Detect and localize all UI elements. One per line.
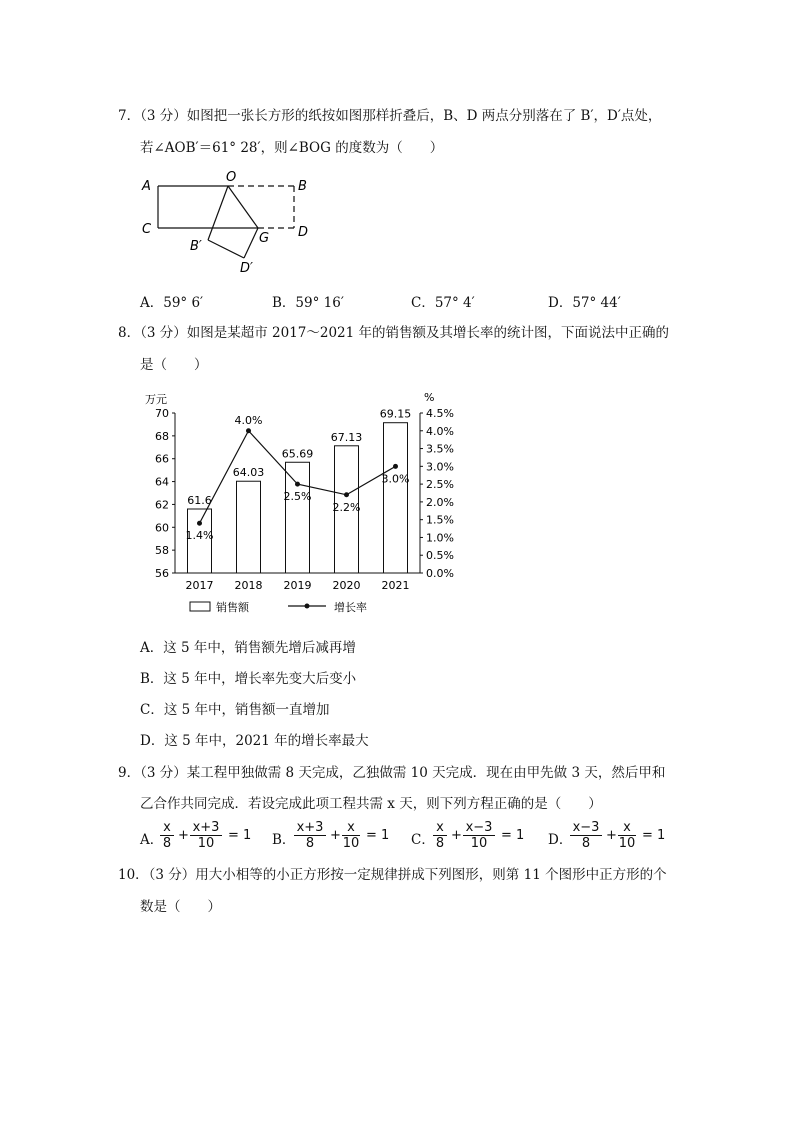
q8-text-line2: 是（ ） [140,357,208,373]
q9-d-den2: 10 [618,836,636,851]
growth-rate-point [197,521,202,526]
q9-a-frac2 [190,820,222,851]
q9-d-num2: x [623,820,631,835]
q9-c-num1: x [436,820,444,835]
q9-option-d-label: D． [548,832,573,848]
x-tick-label: 2018 [234,579,263,592]
q9-a-num2: x+3 [192,820,220,835]
q7-option-c[interactable]: C．57° 4′ [411,295,475,311]
bar [381,423,410,573]
x-tick-label: 2020 [332,579,361,592]
q7-text-line2: 若∠AOB′＝61° 28′，则∠BOG 的度数为（ ） [140,140,444,156]
legend-bar-label: 销售额 [216,601,249,614]
right-tick-label: 2.0% [426,495,454,509]
q9-text-line2: 乙合作共同完成．若设完成此项工程共需 x 天，则下列方程正确的是（ ） [140,796,602,812]
fig-label-D: D [298,225,309,240]
left-axis-unit: 万元 [145,393,167,406]
q9-c-frac2 [463,820,495,851]
right-tick-label: 1.5% [426,513,454,527]
right-tick-label: 2.5% [426,478,454,492]
bar [283,462,312,573]
right-tick-label: 4.0% [426,424,454,438]
growth-rate-point [344,492,349,497]
bar-value-label: 65.69 [281,447,314,461]
bar-value-label: 69.15 [379,407,412,421]
left-tick-label: 60 [155,521,169,535]
growth-rate-label: 1.4% [185,529,214,543]
growth-rate-label: 2.2% [332,500,361,514]
bar-value-label: 61.6 [187,494,212,507]
fig-label-O: O [226,170,237,185]
legend-line-label: 增长率 [334,601,367,614]
fig-label-G: G [259,231,270,246]
right-axis-unit: % [424,391,435,404]
q8-option-b[interactable]: B．这 5 年中，增长率先变大后变小 [140,671,357,687]
x-tick-label: 2021 [381,579,410,592]
q9-a-num1: x [163,820,171,835]
growth-rate-label: 4.0% [234,413,263,427]
legend-line-marker [305,604,310,609]
right-tick-label: 3.0% [426,460,454,474]
q9-option-b-label: B． [272,832,296,848]
left-tick-label: 62 [155,498,169,512]
q7-option-b[interactable]: B．59° 16′ [272,295,344,311]
q9-a-plus: + [178,828,189,843]
x-tick-label: 2017 [185,579,214,592]
q10-text-line1: 10．（3 分）用大小相等的小正方形按一定规律拼成下列图形，则第 11 个图形中正方形的个 [118,867,667,883]
q7-option-a[interactable]: A．59° 6′ [140,295,204,311]
q8-text-line1: 8．（3 分）如图是某超市 2017～2021 年的销售额及其增长率的统计图，下面说法中正确的 [118,325,670,341]
growth-rate-point [393,464,398,469]
q9-b-den2: 10 [342,836,360,851]
q9-c-rhs: = 1 [501,828,525,843]
q9-d-rhs: = 1 [642,828,666,843]
q9-d-den1: 8 [581,836,591,851]
left-tick-label: 68 [155,429,169,443]
q9-d-frac1 [570,820,602,851]
x-tick-label: 2019 [283,579,312,592]
q7-option-d[interactable]: D．57° 44′ [548,295,621,311]
right-tick-label: 3.5% [426,442,454,456]
q9-b-num2: x [347,820,355,835]
fig-label-C: C [142,222,152,237]
q9-b-frac2 [342,820,360,851]
bar-value-label: 67.13 [330,430,363,444]
left-tick-label: 56 [155,567,169,580]
left-tick-label: 58 [155,544,169,558]
q9-c-plus: + [451,828,462,843]
fig-label-A: A [142,179,151,194]
growth-rate-point [295,482,300,487]
right-tick-label: 1.0% [426,531,454,545]
fig-label-B: B [298,179,307,194]
q9-b-plus: + [330,828,341,843]
q8-option-c[interactable]: C．这 5 年中，销售额一直增加 [140,702,330,718]
q9-option-a-label: A． [140,832,164,848]
q9-d-frac2 [618,820,636,851]
q9-b-num1: x+3 [296,820,324,835]
q9-c-den2: 10 [470,836,488,851]
growth-rate-point [246,428,251,433]
fig-edge-OBp [208,186,228,240]
q7-figure [138,168,328,280]
right-tick-label: 0.0% [426,567,454,580]
legend-bar-swatch [190,602,210,611]
left-tick-label: 64 [155,475,169,489]
q9-text-line1: 9．（3 分）某工程甲独做需 8 天完成，乙独做需 10 天完成．现在由甲先做 3 天，然后甲和 [118,765,666,781]
growth-rate-label: 2.5% [283,490,312,504]
q9-a-den1: 8 [162,836,172,851]
q9-d-plus: + [606,828,617,843]
q9-b-den1: 8 [305,836,315,851]
q9-b-frac1 [294,820,326,851]
q9-c-frac1 [433,820,447,851]
q10-text-line2: 数是（ ） [140,899,221,915]
q7-text-line1: 7．（3 分）如图把一张长方形的纸按如图那样折叠后，B、D 两点分别落在了 B′，D′点处， [118,108,662,124]
fig-edge-OG [228,186,258,228]
growth-rate-label: 3.0% [381,472,410,486]
q9-c-num2: x−3 [465,820,493,835]
q9-option-c-label: C． [411,832,435,848]
bar [237,481,261,573]
q9-d-num1: x−3 [572,820,600,835]
q9-a-den2: 10 [197,836,215,851]
fig-label-Bprime: B′ [190,239,202,254]
q9-a-frac1 [160,820,174,851]
left-tick-label: 66 [155,452,169,466]
q8-option-d[interactable]: D．这 5 年中，2021 年的增长率最大 [140,733,369,749]
bar-value-label: 64.03 [232,466,265,480]
fig-edge-DpG [244,228,258,258]
fig-edge-BpDp [208,240,244,258]
q8-chart [130,385,470,625]
q8-option-a[interactable]: A．这 5 年中，销售额先增后减再增 [140,640,356,656]
right-tick-label: 0.5% [426,549,454,563]
q9-a-rhs: = 1 [228,828,252,843]
fig-label-Dprime: D′ [240,261,253,276]
q9-c-den1: 8 [435,836,445,851]
left-tick-label: 70 [155,407,169,420]
q9-b-rhs: = 1 [366,828,390,843]
right-tick-label: 4.5% [426,407,454,420]
